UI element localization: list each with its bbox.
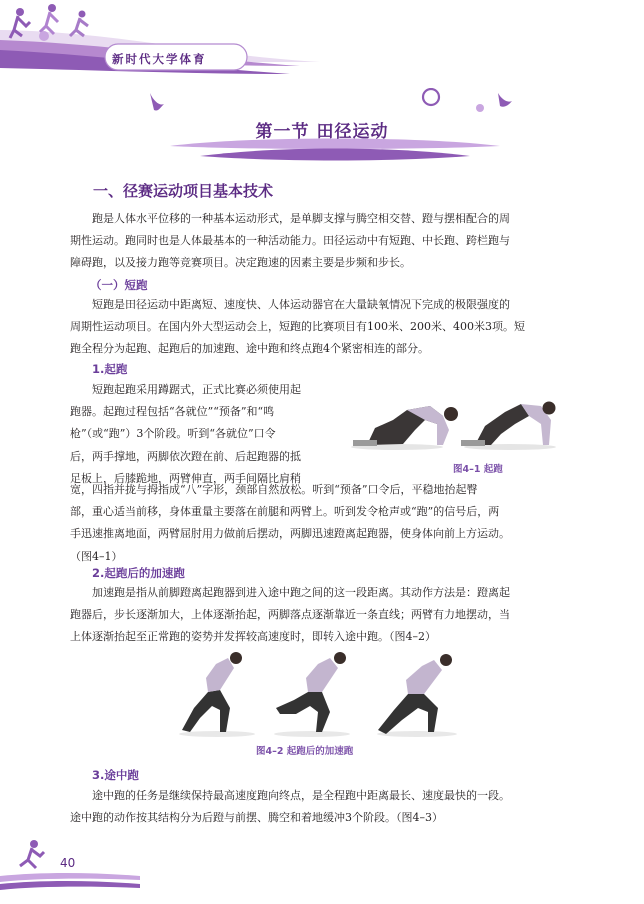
sprint-line: 周期性运动项目。在国内外大型运动会上，短跑的比赛项目有100米、200米、400米3项。短 (70, 320, 525, 334)
start-position-photo (345, 390, 560, 452)
start-line: 足板上，后膝跪地，两臂伸直，两手间隔比肩稍 (70, 471, 301, 485)
header-decoration (0, 0, 644, 90)
start-paragraph-full (70, 479, 566, 568)
intro-line: 期性运动。跑同时也是人体最基本的一种活动能力。田径运动中有短跑、中长跑、跨栏跑与 (70, 234, 510, 248)
midway-line: 途中跑的动作按其结构分为后蹬与前摆、腾空和着地缓冲3个阶段。（图4–3） (70, 811, 443, 825)
sprint-line: 短跑是田径运动中距离短、速度快、人体运动器官在大量缺氧情况下完成的极限强度的 (92, 298, 510, 311)
start-line: 后，两手撑地，两脚依次蹬在前、后起跑器的抵 (70, 449, 301, 463)
accel-line: 跑器后，步长逐渐加大，上体逐渐抬起，两脚落点逐渐靠近一条直线；两臂有力地摆动，当 (70, 608, 510, 622)
midway-line: 途中跑的任务是继续保持最高速度跑向终点，是全程跑中距离最长、速度最快的一段。 (92, 789, 510, 802)
sprint-line: 跑全程分为起跑、起跑后的加速跑、途中跑和终点跑4个紧密相连的部分。 (70, 342, 429, 356)
heading-start: 1.起跑 (92, 362, 128, 376)
accel-line: 上体逐渐抬起至正常跑的姿势并发挥较高速度时，即转入途中跑。（图4–2） (70, 630, 436, 644)
heading-1: 一、径赛运动项目基本技术 (93, 182, 274, 200)
figure-4-1-caption: 图4–1 起跑 (453, 464, 503, 475)
start-line: 短跑起跑采用蹲踞式，正式比赛必须使用起 (92, 383, 301, 396)
start-paragraph-left (70, 379, 340, 490)
book-title: 新时代大学体育 (112, 52, 207, 66)
midway-paragraph (70, 785, 566, 829)
accel-line: 加速跑是指从前脚蹬离起跑器到进入途中跑之间的这一段距离。其动作方法是：蹬离起 (92, 586, 510, 599)
intro-line: 障碍跑，以及接力跑等竞赛项目。决定跑速的因素主要是步频和步长。 (70, 256, 411, 270)
sprint-paragraph (70, 294, 566, 361)
heading-sprint: （一）短跑 (90, 278, 148, 292)
acceleration-paragraph (70, 582, 566, 649)
heading-acceleration: 2.起跑后的加速跑 (92, 566, 185, 580)
figure-4-2-caption: 图4–2 起跑后的加速跑 (256, 746, 354, 757)
start-line: 部，重心适当前移，身体重量主要落在前腿和两臂上。听到发令枪声或“跑”的信号后，两 (70, 505, 500, 519)
start-line: 枪”（或“跑”）3个阶段。听到“各就位”口令 (70, 427, 276, 441)
intro-line: 跑是人体水平位移的一种基本运动形式，是单脚支撑与腾空相交替、蹬与摆相配合的周 (92, 212, 510, 225)
start-line: 宽，四指并拢与拇指成“八”字形，颈部自然放松。听到“预备”口令后，平稳地抬起臀 (70, 483, 478, 496)
section-title: 第一节 田径运动 (255, 122, 389, 142)
start-line: 跑器。起跑过程包括“各就位”“预备”和“鸣 (70, 405, 275, 419)
footer-decoration (0, 836, 140, 904)
acceleration-run-photo (172, 648, 472, 740)
page-number: 40 (60, 856, 76, 870)
heading-midway-run: 3.途中跑 (92, 768, 139, 782)
start-line: 手迅速推离地面，两臂屈肘用力做前后摆动，两脚迅速蹬离起跑器，使身体向前上方运动。 (70, 527, 510, 541)
start-line: （图4–1） (70, 549, 123, 563)
intro-paragraph (70, 208, 566, 275)
